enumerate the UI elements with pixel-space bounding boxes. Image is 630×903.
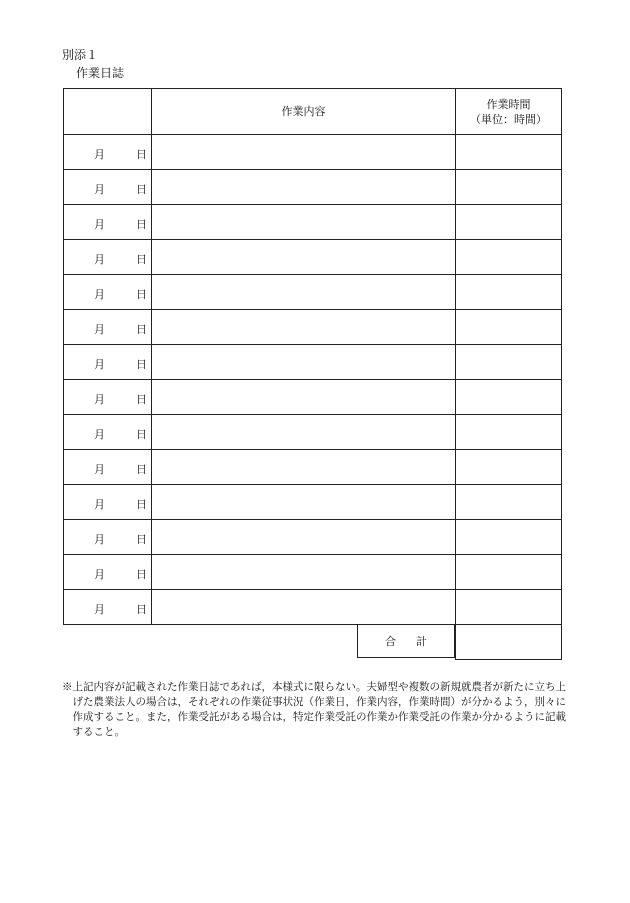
day-label: 日	[136, 218, 147, 231]
total-spacer	[64, 625, 152, 660]
work-content-cell[interactable]	[152, 275, 456, 310]
header-date-cell	[64, 89, 152, 135]
date-cell[interactable]	[64, 555, 152, 590]
day-label: 日	[136, 603, 147, 616]
work-time-cell[interactable]	[456, 135, 562, 170]
month-label: 月	[94, 288, 105, 301]
attachment-label: 別添１	[62, 48, 99, 62]
work-content-cell[interactable]	[152, 485, 456, 520]
work-time-cell[interactable]	[456, 590, 562, 625]
day-label: 日	[136, 568, 147, 581]
day-label: 日	[136, 323, 147, 336]
work-content-cell[interactable]	[152, 380, 456, 415]
month-label: 月	[94, 428, 105, 441]
table-row	[64, 345, 562, 380]
month-label: 月	[94, 603, 105, 616]
footnote: ※上記内容が記載された作業日誌であれば，本様式に限らない。夫婦型や複数の新規就農者が新たに立ち上げた農業法人の場合は，それぞれの作業従事状況（作業日，作業内容，作業時間）が分かるよう，別々に作成すること。また，作業受託がある場合は，特定作業受託の作業か作業受託の作業か分かるように記載すること。	[62, 681, 566, 738]
date-cell[interactable]	[64, 275, 152, 310]
work-content-cell[interactable]	[152, 555, 456, 590]
work-time-cell[interactable]	[456, 520, 562, 555]
day-label: 日	[136, 148, 147, 161]
month-label: 月	[94, 568, 105, 581]
month-label: 月	[94, 393, 105, 406]
table-row	[64, 380, 562, 415]
work-content-cell[interactable]	[152, 520, 456, 555]
day-label: 日	[136, 498, 147, 511]
header-work-content: 作業内容	[152, 89, 456, 135]
date-cell[interactable]	[64, 450, 152, 485]
month-label: 月	[94, 358, 105, 371]
date-cell[interactable]	[64, 520, 152, 555]
table-row	[64, 135, 562, 170]
date-cell[interactable]	[64, 345, 152, 380]
header-work-time-label: 作業時間	[486, 97, 531, 111]
date-cell[interactable]	[64, 590, 152, 625]
date-cell[interactable]	[64, 415, 152, 450]
work-content-cell[interactable]	[152, 240, 456, 275]
work-time-cell[interactable]	[456, 205, 562, 240]
date-cell[interactable]	[64, 380, 152, 415]
work-time-cell[interactable]	[456, 170, 562, 205]
work-time-cell[interactable]	[456, 380, 562, 415]
day-label: 日	[136, 463, 147, 476]
work-time-cell[interactable]	[456, 275, 562, 310]
date-cell[interactable]	[64, 240, 152, 275]
table-row	[64, 310, 562, 345]
table-row	[64, 450, 562, 485]
work-diary-table	[63, 88, 562, 660]
work-content-cell[interactable]	[152, 170, 456, 205]
table-header-row	[64, 89, 562, 135]
date-cell[interactable]	[64, 310, 152, 345]
total-time-cell[interactable]	[456, 625, 562, 660]
header-work-time	[456, 89, 562, 135]
month-label: 月	[94, 463, 105, 476]
document-title: 作業日誌	[76, 66, 125, 80]
table-row	[64, 205, 562, 240]
header-work-time-unit: （単位：時間）	[470, 112, 547, 126]
month-label: 月	[94, 183, 105, 196]
month-label: 月	[94, 218, 105, 231]
total-label-wrap	[152, 625, 456, 660]
date-cell[interactable]	[64, 170, 152, 205]
work-time-cell[interactable]	[456, 485, 562, 520]
work-time-cell[interactable]	[456, 555, 562, 590]
day-label: 日	[136, 288, 147, 301]
table-body	[64, 135, 562, 625]
date-cell[interactable]	[64, 135, 152, 170]
work-content-cell[interactable]	[152, 135, 456, 170]
date-cell[interactable]	[64, 205, 152, 240]
work-time-cell[interactable]	[456, 240, 562, 275]
table-row	[64, 590, 562, 625]
work-content-cell[interactable]	[152, 450, 456, 485]
table-row	[64, 240, 562, 275]
month-label: 月	[94, 253, 105, 266]
total-label: 合計	[357, 624, 455, 658]
work-time-cell[interactable]	[456, 310, 562, 345]
work-content-cell[interactable]	[152, 205, 456, 240]
day-label: 日	[136, 428, 147, 441]
table-row	[64, 275, 562, 310]
day-label: 日	[136, 183, 147, 196]
total-row	[64, 625, 562, 660]
table-row	[64, 485, 562, 520]
month-label: 月	[94, 533, 105, 546]
table-row	[64, 415, 562, 450]
day-label: 日	[136, 393, 147, 406]
table-row	[64, 555, 562, 590]
table-row	[64, 170, 562, 205]
work-content-cell[interactable]	[152, 415, 456, 450]
month-label: 月	[94, 498, 105, 511]
table-row	[64, 520, 562, 555]
month-label: 月	[94, 148, 105, 161]
work-content-cell[interactable]	[152, 590, 456, 625]
date-cell[interactable]	[64, 485, 152, 520]
work-time-cell[interactable]	[456, 345, 562, 380]
month-label: 月	[94, 323, 105, 336]
work-content-cell[interactable]	[152, 310, 456, 345]
day-label: 日	[136, 253, 147, 266]
day-label: 日	[136, 533, 147, 546]
work-content-cell[interactable]	[152, 345, 456, 380]
work-time-cell[interactable]	[456, 415, 562, 450]
work-time-cell[interactable]	[456, 450, 562, 485]
day-label: 日	[136, 358, 147, 371]
